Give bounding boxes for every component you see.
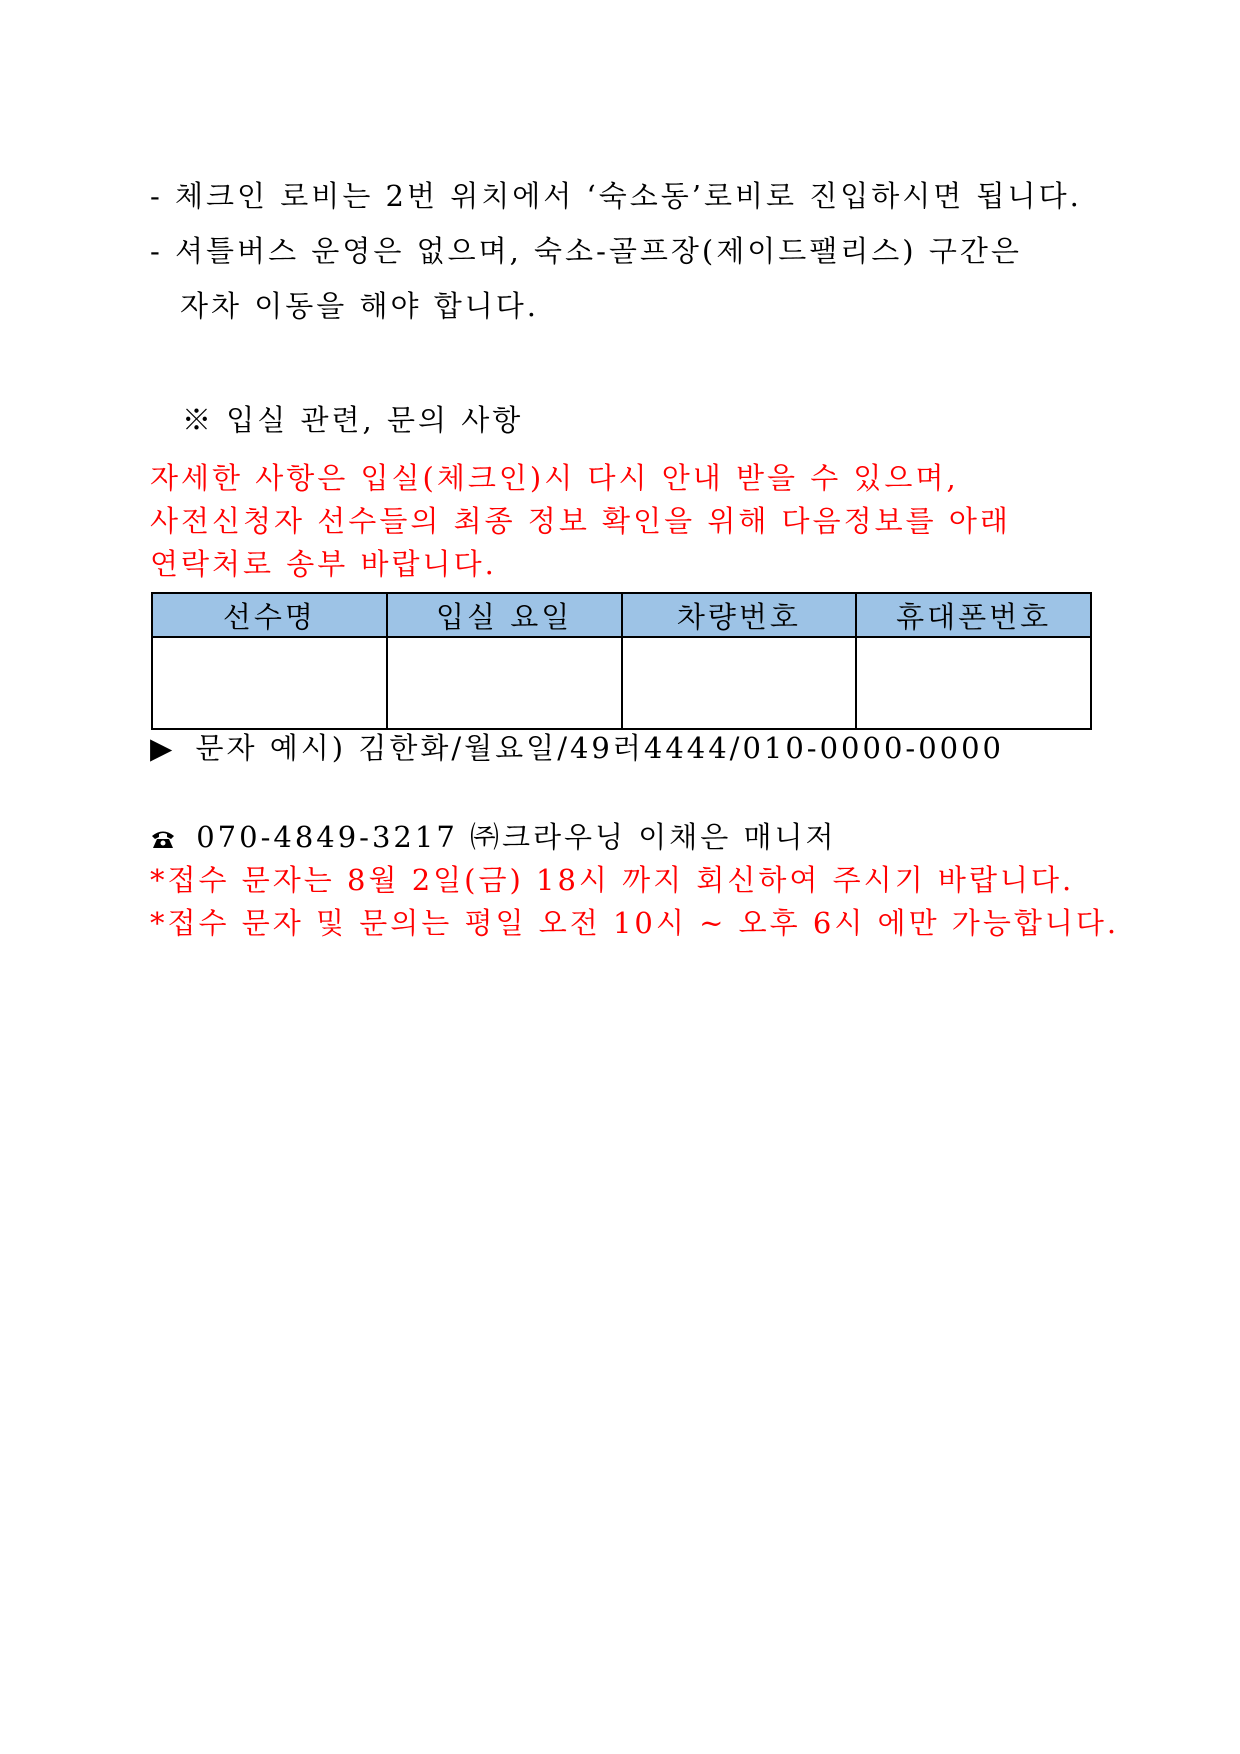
bullet-dash: - — [150, 179, 163, 213]
reference-mark-icon: ※ — [182, 403, 215, 437]
example-line — [150, 730, 1004, 766]
arrow-marker-icon: ▶ — [150, 731, 176, 765]
hours-note: *접수 문자 및 문의는 평일 오전 10시 ~ 오후 6시 에만 가능합니다. — [150, 906, 1120, 940]
table-cell — [622, 637, 857, 729]
table-header-cell: 선수명 — [152, 593, 387, 637]
bullet-dash: - — [150, 234, 163, 268]
bullet-text: 체크인 로비는 2번 위치에서 ‘숙소동’로비로 진입하시면 됩니다. — [175, 179, 1082, 213]
red-paragraph-line: 사전신청자 선수들의 최종 정보 확인을 위해 다음정보를 아래 — [150, 504, 1011, 538]
table-cell — [152, 637, 387, 729]
table-header-cell: 차량번호 — [622, 593, 857, 637]
table-cell — [856, 637, 1091, 729]
notice-title: 입실 관련, 문의 사항 — [226, 403, 524, 437]
red-paragraph-line: 자세한 사항은 입실(체크인)시 다시 안내 받을 수 있으며, — [150, 461, 959, 495]
table-header-cell: 휴대폰번호 — [856, 593, 1091, 637]
info-table — [151, 592, 1092, 730]
deadline-note: *접수 문자는 8월 2일(금) 18시 까지 회신하여 주시기 바랍니다. — [150, 863, 1075, 897]
table-row — [152, 637, 1091, 729]
red-paragraph-line: 연락처로 송부 바랍니다. — [150, 547, 497, 581]
table-header-cell: 입실 요일 — [387, 593, 622, 637]
bullet-line — [150, 233, 1022, 269]
contact-line — [150, 819, 837, 855]
contact-text: 070-4849-3217 ㈜크라우닝 이채은 매니저 — [196, 820, 837, 854]
telephone-icon — [150, 819, 176, 855]
notice-heading — [182, 402, 523, 438]
table-cell — [387, 637, 622, 729]
bullet-line — [150, 178, 1082, 214]
bullet-continuation: 자차 이동을 해야 합니다. — [180, 289, 540, 323]
table-header-row — [152, 593, 1091, 637]
bullet-text: 셔틀버스 운영은 없으며, 숙소-골프장(제이드팰리스) 구간은 — [175, 234, 1022, 268]
example-text: 문자 예시) 김한화/월요일/49러4444/010-0000-0000 — [195, 731, 1005, 765]
